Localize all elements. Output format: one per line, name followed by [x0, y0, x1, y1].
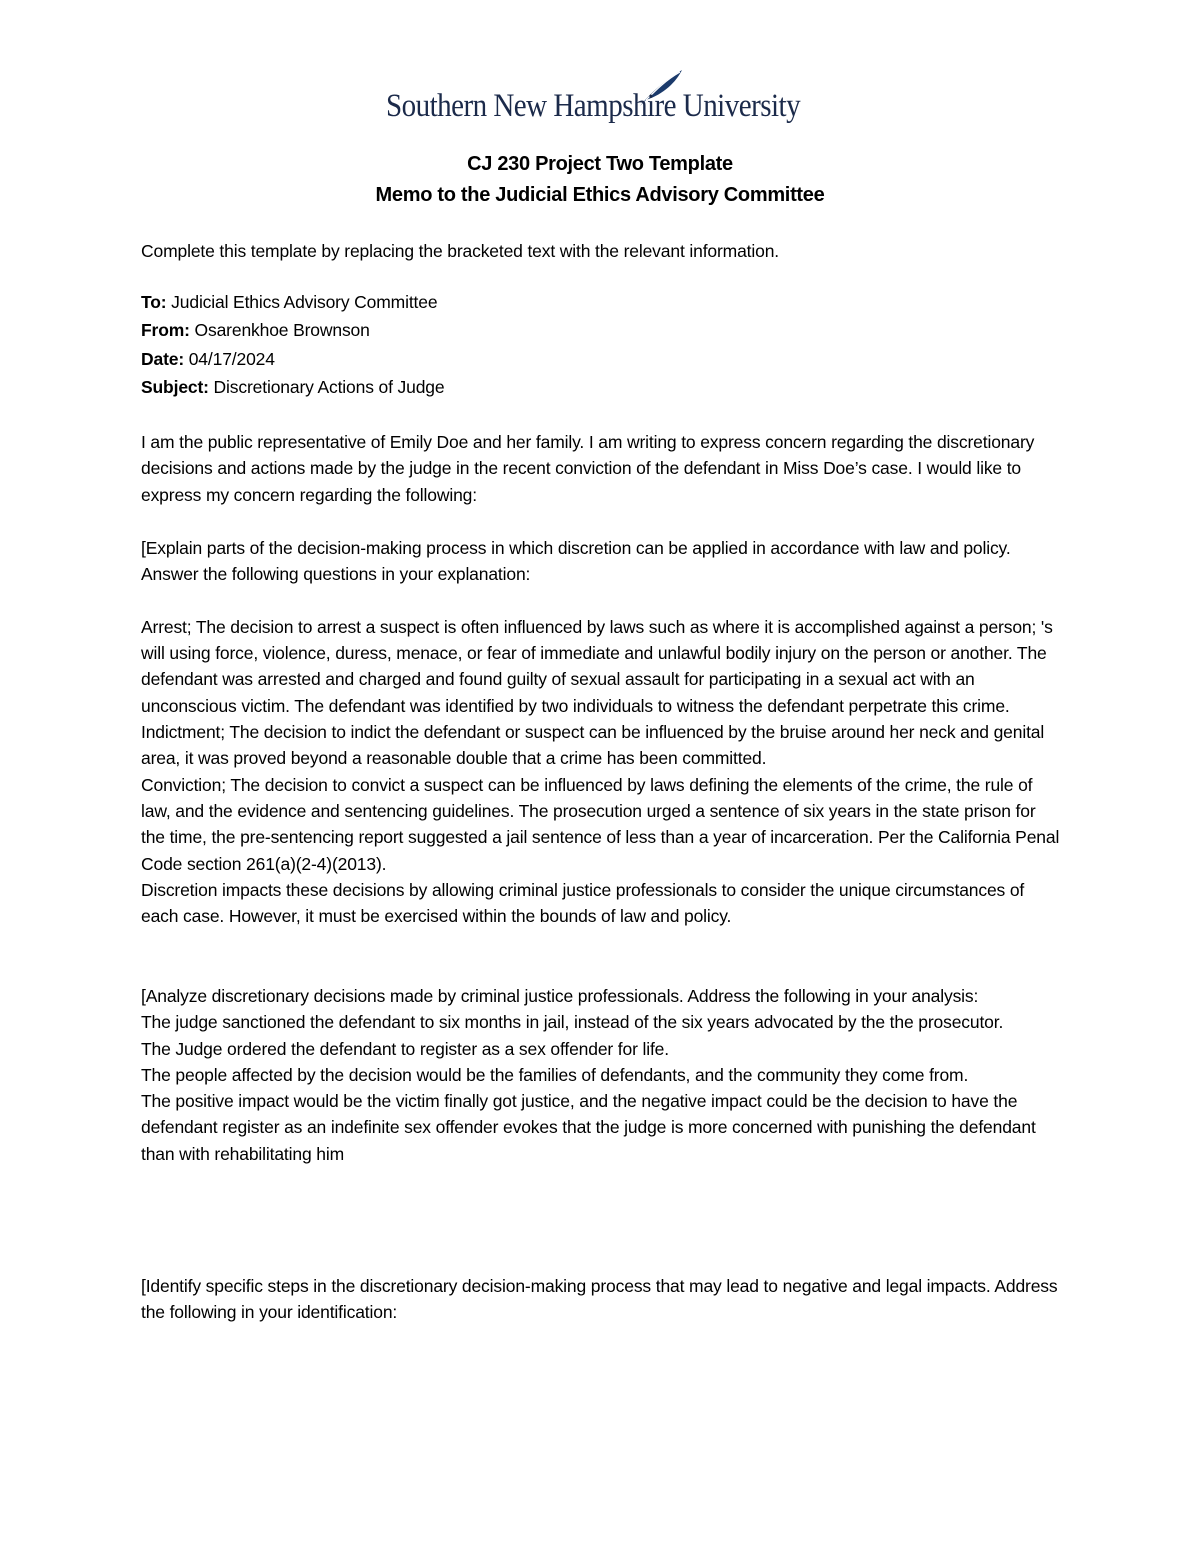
conviction-paragraph: Conviction; The decision to convict a suspect can be influenced by laws defining the elements of the crime, the rule of law, and the evidence and sentencing guidelines. The prosecution urged a sentence of six years in the state prison for the time, the pre-sentencing report suggested a jail sentence of less than a year of incarceration. Per the California Penal Code section 261(a)(2-4)(2013). [141, 774, 1060, 874]
arrest-paragraph: Arrest; The decision to arrest a suspect is often influenced by laws such as where it is accomplished against a person; 's will using force, violence, duress, menace, or fear of immediate and unlawful bodily injury on the person or another. The defendant was arrested and charged and found guilty of sexual assault for participating in a sexual act with an unconscious victim. The defendant was identified by two individuals to witness the defendant perpetrate this crime. [141, 616, 1053, 716]
logo-wordmark: Southern New Hampshire University [386, 88, 801, 124]
indictment-paragraph: Indictment; The decision to indict the defendant or suspect can be influenced by the bruise around her neck and genital area, it was proved beyond a reasonable double that a crime has been committed. [141, 722, 1045, 769]
sanction-paragraph: The judge sanctioned the defendant to six months in jail, instead of the six years advocated by the the prosecutor. [141, 1012, 1004, 1033]
affected-paragraph: The people affected by the decision would be the families of defendants, and the community they come from. [141, 1064, 969, 1085]
memo-subject-value: Discretionary Actions of Judge [208, 376, 445, 397]
analysis-prompt: [Analyze discretionary decisions made by criminal justice professionals. Address the following in your analysis: [141, 986, 979, 1006]
memo-from-line [141, 316, 1061, 344]
intro-section [141, 429, 1061, 508]
memo-to-value: Judicial Ethics Advisory Committee [166, 292, 438, 312]
impacts-paragraph: The positive impact would be the victim finally got justice, and the negative impact could be the decision to have the defendant register as an indefinite sex offender evokes that the judge is more concerned with punishing the defendant than with rehabilitating him [141, 1091, 1036, 1164]
discretion-section [141, 535, 1061, 929]
university-logo [386, 68, 816, 136]
instructions-paragraph: Complete this template by replacing the bracketed text with the relevant information. [141, 241, 780, 261]
memo-date-line [141, 345, 1061, 373]
impact-paragraph: Discretion impacts these decisions by allowing criminal justice professionals to consider the unique circumstances of each case. However, it must be exercised within the bounds of law and policy. [141, 879, 1025, 927]
document-title: CJ 230 Project Two Template [467, 153, 733, 175]
intro-paragraph: I am the public representative of Emily Doe and her family. I am writing to express concern regarding the discretionary decisions and actions made by the judge in the recent conviction of the defendant in Miss Doe’s case. I would like to express my concern regarding the following: [141, 432, 1035, 505]
analysis-section [141, 983, 1061, 1167]
memo-from-value: Osarenkhoe Brownson [189, 320, 370, 341]
instructions-text [141, 238, 1061, 264]
memo-from-label: From: [141, 320, 190, 341]
memo-date-value: 04/17/2024 [184, 348, 275, 369]
discretion-prompt: [Explain parts of the decision-making process in which discretion can be applied in accordance with law and policy. Answer the following questions in your explanation: [141, 538, 1011, 585]
memo-date-label: Date: [141, 348, 185, 369]
steps-section [141, 1273, 1061, 1326]
memo-subject-label: Subject: [141, 376, 209, 397]
memo-to-label: To: [141, 292, 167, 312]
register-paragraph: The Judge ordered the defendant to register as a sex offender for life. [141, 1038, 669, 1059]
steps-prompt: [Identify specific steps in the discretionary decision-making process that may lead to negative and legal impacts. Address the following in your identification: [141, 1276, 1058, 1323]
memo-header [141, 288, 1061, 401]
memo-subject-line [141, 373, 1061, 401]
document-subtitle: Memo to the Judicial Ethics Advisory Committee [375, 184, 825, 206]
memo-to-line [141, 288, 1061, 316]
